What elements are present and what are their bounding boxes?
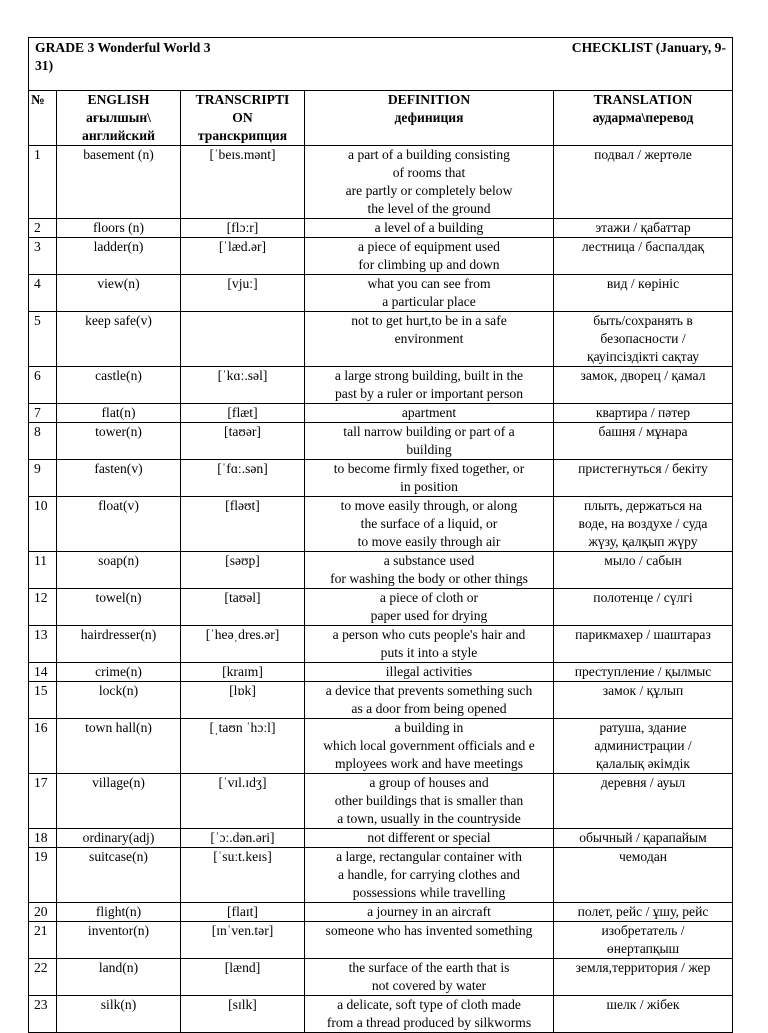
definition-line: building (406, 442, 452, 457)
transcription: [taʊər] (181, 423, 305, 460)
row-number: 23 (29, 996, 57, 1033)
translation-line: подвал / жертөле (594, 147, 692, 162)
definition-line: puts it into a style (380, 645, 478, 660)
translation (554, 312, 733, 367)
translation-line: земля,территория / жер (575, 960, 711, 975)
transcription: [flaɪt] (181, 903, 305, 922)
table-row (29, 996, 733, 1033)
column-header-transcription-line: ON (232, 110, 253, 125)
row-number: 2 (29, 219, 57, 238)
transcription: [ˈɔː.dən.əri] (181, 829, 305, 848)
definition-line: for washing the body or other things (330, 571, 528, 586)
translation-line: чемодан (618, 849, 668, 864)
translation (554, 903, 733, 922)
definition-line: a town, usually in the countryside (337, 811, 521, 826)
transcription: [lɒk] (181, 682, 305, 719)
column-header-definition-line: дефиниция (394, 110, 464, 125)
table-row (29, 663, 733, 682)
translation-line: замок, дворец / қамал (580, 368, 706, 383)
transcription: [sɪlk] (181, 996, 305, 1033)
definition-line: the surface of a liquid, or (360, 516, 498, 531)
row-number: 18 (29, 829, 57, 848)
english-word: float(v) (57, 497, 181, 552)
row-number: 8 (29, 423, 57, 460)
table-row (29, 275, 733, 312)
definition-line: a large, rectangular container with (336, 849, 522, 864)
english-word: village(n) (57, 774, 181, 829)
definition-line: environment (394, 331, 464, 346)
transcription: [ɪnˈven.tər] (181, 922, 305, 959)
transcription: [taʊəl] (181, 589, 305, 626)
checklist-label-continuation: 31) (35, 58, 54, 73)
translation-line: этажи / қабаттар (595, 220, 691, 235)
table-row (29, 774, 733, 829)
definition-line: to move easily through air (357, 534, 501, 549)
definition-line: a part of a building consisting (348, 147, 510, 162)
table-row (29, 404, 733, 423)
definition-line: a handle, for carrying clothes and (338, 867, 520, 882)
row-number: 12 (29, 589, 57, 626)
transcription (181, 312, 305, 367)
row-number: 21 (29, 922, 57, 959)
row-number: 22 (29, 959, 57, 996)
definition-line: a group of houses and (369, 775, 489, 790)
table-row (29, 423, 733, 460)
definition (305, 404, 554, 423)
column-header-english-line: английский (82, 128, 155, 143)
translation-line: парикмахер / шаштараз (575, 627, 711, 642)
definition (305, 275, 554, 312)
definition-line: a piece of cloth or (379, 590, 479, 605)
table-row (29, 829, 733, 848)
translation-line: деревня / ауыл (600, 775, 686, 790)
english-word: inventor(n) (57, 922, 181, 959)
definition (305, 774, 554, 829)
definition-line: a substance used (383, 553, 475, 568)
column-header-transcription-line: транскрипция (197, 128, 288, 143)
definition-line: what you can see from (367, 276, 491, 291)
english-word: hairdresser(n) (57, 626, 181, 663)
definition-line: to become firmly fixed together, or (333, 461, 525, 476)
translation-line: безопасности / (600, 331, 686, 346)
english-word: view(n) (57, 275, 181, 312)
translation-line: воде, на воздухе / суда (578, 516, 708, 531)
definition-line: which local government officials and e (323, 738, 535, 753)
definition-line: apartment (401, 405, 457, 420)
row-number: 5 (29, 312, 57, 367)
translation-line: мыло / сабын (604, 553, 682, 568)
english-word: basement (n) (57, 146, 181, 219)
transcription: [fləʊt] (181, 497, 305, 552)
translation (554, 682, 733, 719)
transcription: [ˈheəˌdres.ər] (181, 626, 305, 663)
column-header-english-line: ENGLISH (87, 92, 150, 107)
definition-line: illegal activities (385, 664, 473, 679)
definition-line: not to get hurt,to be in a safe (351, 313, 507, 328)
definition (305, 682, 554, 719)
translation-line: лестница / баспалдақ (581, 239, 705, 254)
definition (305, 552, 554, 589)
definition (305, 903, 554, 922)
table-row (29, 589, 733, 626)
translation-line: өнертапқыш (606, 941, 680, 956)
translation (554, 423, 733, 460)
translation (554, 589, 733, 626)
translation (554, 959, 733, 996)
column-header-transcription-line: TRANSCRIPTI (195, 92, 290, 107)
column-header-transcription (181, 91, 305, 146)
row-number: 10 (29, 497, 57, 552)
row-number: 6 (29, 367, 57, 404)
definition (305, 719, 554, 774)
row-number: 11 (29, 552, 57, 589)
definition-line: possessions while travelling (352, 885, 506, 900)
english-word: crime(n) (57, 663, 181, 682)
english-word: keep safe(v) (57, 312, 181, 367)
table-row (29, 146, 733, 219)
translation (554, 275, 733, 312)
definition-line: not covered by water (371, 978, 487, 993)
definition-line: tall narrow building or part of a (343, 424, 515, 439)
translation-line: квартира / пәтер (595, 405, 691, 420)
translation (554, 552, 733, 589)
definition-line: a particular place (382, 294, 476, 309)
translation-line: пристегнуться / бекіту (578, 461, 708, 476)
definition (305, 959, 554, 996)
english-word: land(n) (57, 959, 181, 996)
definition (305, 996, 554, 1033)
translation-line: полотенце / сүлгі (593, 590, 693, 605)
english-word: ordinary(adj) (57, 829, 181, 848)
definition (305, 626, 554, 663)
translation (554, 460, 733, 497)
english-word: suitcase(n) (57, 848, 181, 903)
english-word: ladder(n) (57, 238, 181, 275)
transcription: [flɔːr] (181, 219, 305, 238)
definition-line: a building in (394, 720, 464, 735)
translation (554, 238, 733, 275)
definition (305, 922, 554, 959)
translation-line: ратуша, здание (599, 720, 687, 735)
translation (554, 367, 733, 404)
row-number: 19 (29, 848, 57, 903)
definition (305, 848, 554, 903)
translation-line: вид / көрініс (606, 276, 680, 291)
table-row (29, 552, 733, 589)
translation (554, 626, 733, 663)
definition (305, 829, 554, 848)
english-word: fasten(v) (57, 460, 181, 497)
definition (305, 589, 554, 626)
definition (305, 497, 554, 552)
row-number: 14 (29, 663, 57, 682)
definition-line: mployees work and have meetings (335, 756, 523, 771)
definition-line: from a thread produced by silkworms (326, 1015, 532, 1030)
definition (305, 312, 554, 367)
translation (554, 404, 733, 423)
transcription: [ˈlæd.ər] (181, 238, 305, 275)
table-row (29, 367, 733, 404)
translation (554, 996, 733, 1033)
table-row (29, 238, 733, 275)
definition-line: a level of a building (374, 220, 484, 235)
translation (554, 848, 733, 903)
transcription: [kraɪm] (181, 663, 305, 682)
translation (554, 774, 733, 829)
vocabulary-rows (29, 146, 733, 1033)
document-title: GRADE 3 Wonderful World 3 (35, 40, 211, 55)
translation-line: замок / құлып (602, 683, 684, 698)
definition-line: paper used for drying (370, 608, 488, 623)
english-word: flight(n) (57, 903, 181, 922)
row-number: 3 (29, 238, 57, 275)
definition (305, 423, 554, 460)
definition-line: past by a ruler or important person (335, 386, 523, 401)
transcription: [ˈfɑː.sən] (181, 460, 305, 497)
definition-line: as a door from being opened (351, 701, 507, 716)
document-header (29, 38, 733, 91)
translation-line: быть/сохранять в (593, 313, 693, 328)
definition-line: in position (400, 479, 458, 494)
column-header-definition-line: DEFINITION (387, 92, 471, 107)
definition-line: to move easily through, or along (340, 498, 518, 513)
definition (305, 663, 554, 682)
table-row (29, 497, 733, 552)
english-word: town hall(n) (57, 719, 181, 774)
translation (554, 146, 733, 219)
column-header-english (57, 91, 181, 146)
definition (305, 238, 554, 275)
english-word: flat(n) (57, 404, 181, 423)
table-row (29, 922, 733, 959)
definition-line: are partly or completely below (345, 183, 513, 198)
transcription: [ˈbeɪs.mənt] (181, 146, 305, 219)
column-header-number: № (29, 91, 57, 146)
row-number: 9 (29, 460, 57, 497)
english-word: silk(n) (57, 996, 181, 1033)
transcription: [ˈkɑː.səl] (181, 367, 305, 404)
row-number: 15 (29, 682, 57, 719)
definition (305, 367, 554, 404)
column-header-translation (554, 91, 733, 146)
translation-line: плыть, держаться на (583, 498, 703, 513)
definition-line: a large strong building, built in the (334, 368, 524, 383)
column-header-translation-line: TRANSLATION (593, 92, 693, 107)
translation-line: администрации / (594, 738, 692, 753)
translation-line: шелк / жібек (606, 997, 680, 1012)
definition-line: the surface of the earth that is (348, 960, 510, 975)
row-number: 1 (29, 146, 57, 219)
definition-line: a journey in an aircraft (367, 904, 491, 919)
column-header-row (29, 91, 733, 146)
definition-line: someone who has invented something (325, 923, 533, 938)
translation (554, 829, 733, 848)
row-number: 20 (29, 903, 57, 922)
table-row (29, 219, 733, 238)
column-header-translation-line: аударма\перевод (592, 110, 694, 125)
translation-line: полет, рейс / ұшу, рейс (577, 904, 709, 919)
row-number: 4 (29, 275, 57, 312)
column-header-definition (305, 91, 554, 146)
translation-line: жүзу, қалқып жүру (588, 534, 698, 549)
table-row (29, 312, 733, 367)
table-row (29, 460, 733, 497)
translation-line: преступление / қылмыс (574, 664, 712, 679)
transcription: [vjuː] (181, 275, 305, 312)
english-word: tower(n) (57, 423, 181, 460)
table-row (29, 903, 733, 922)
table-row (29, 719, 733, 774)
translation-line: башня / мұнара (598, 424, 688, 439)
english-word: lock(n) (57, 682, 181, 719)
row-number: 17 (29, 774, 57, 829)
transcription: [lænd] (181, 959, 305, 996)
table-row (29, 682, 733, 719)
document-header-row (29, 38, 733, 91)
transcription: [səʊp] (181, 552, 305, 589)
definition (305, 219, 554, 238)
definition (305, 146, 554, 219)
definition-line: a person who cuts people's hair and (332, 627, 526, 642)
column-header-english-line: ағылшын\ (86, 110, 151, 125)
checklist-document (28, 37, 732, 1033)
english-word: floors (n) (57, 219, 181, 238)
definition (305, 460, 554, 497)
transcription: [ˌtaʊn ˈhɔːl] (181, 719, 305, 774)
definition-line: the level of the ground (367, 201, 491, 216)
translation (554, 219, 733, 238)
row-number: 7 (29, 404, 57, 423)
translation-line: изобретатель / (601, 923, 685, 938)
english-word: towel(n) (57, 589, 181, 626)
transcription: [flæt] (181, 404, 305, 423)
translation-line: қауіпсіздікті сақтау (586, 349, 700, 364)
table-row (29, 848, 733, 903)
translation (554, 719, 733, 774)
row-number: 13 (29, 626, 57, 663)
translation-line: қалалық әкімдік (596, 756, 690, 771)
definition-line: of rooms that (392, 165, 466, 180)
table-row (29, 959, 733, 996)
definition-line: a delicate, soft type of cloth made (337, 997, 521, 1012)
definition-line: a device that prevents something such (325, 683, 533, 698)
row-number: 16 (29, 719, 57, 774)
translation (554, 663, 733, 682)
translation (554, 922, 733, 959)
definition-line: for climbing up and down (358, 257, 500, 272)
definition-line: not different or special (367, 830, 491, 845)
translation (554, 497, 733, 552)
translation-line: обычный / қарапайым (579, 830, 707, 845)
definition-line: a piece of equipment used (358, 239, 500, 254)
english-word: castle(n) (57, 367, 181, 404)
table-row (29, 626, 733, 663)
transcription: [ˈsuːt.keɪs] (181, 848, 305, 903)
vocabulary-table (28, 37, 733, 1033)
definition-line: other buildings that is smaller than (334, 793, 524, 808)
checklist-label: CHECKLIST (January, 9- (571, 40, 726, 55)
english-word: soap(n) (57, 552, 181, 589)
transcription: [ˈvɪl.ɪdʒ] (181, 774, 305, 829)
